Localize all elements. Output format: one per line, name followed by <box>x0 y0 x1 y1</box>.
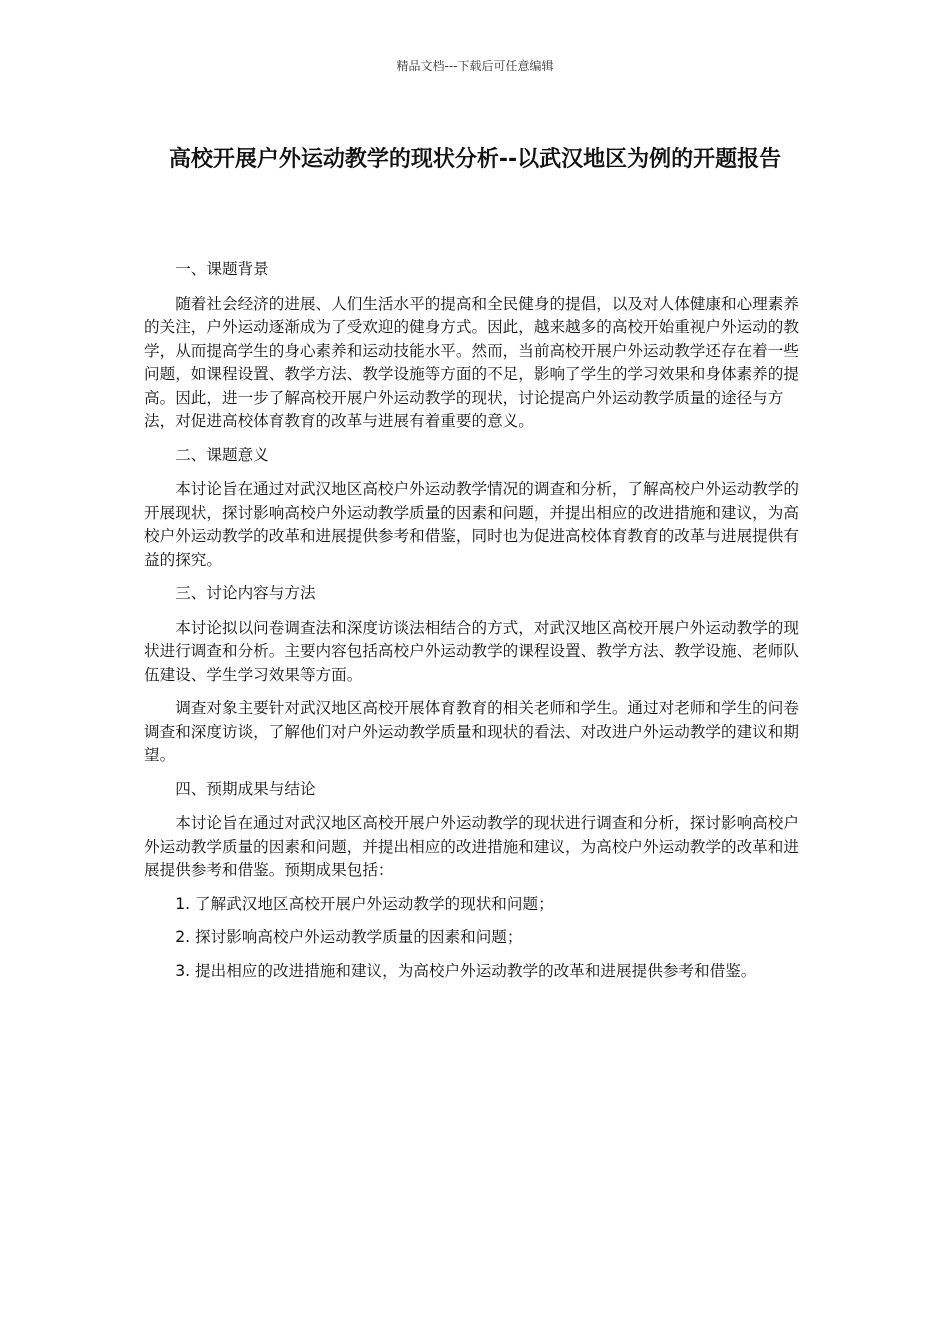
paragraph-background: 随着社会经济的进展、人们生活水平的提高和全民健身的提倡，以及对人体健康和心理素养的关注，户外运动逐渐成为了受欢迎的健身方式。因此，越来越多的高校开始重视户外运动的教学，从而提高学生的身心素养和运动技能水平。然而，当前高校开展户外运动教学还存在着一些问题，如课程设置、教学方法、教学设施等方面的不足，影响了学生的学习效果和身体素养的提高。因此，进一步了解高校开展户外运动教学的现状，讨论提高户外运动教学质量的途径与方法，对促进高校体育教育的改革与进展有着重要的意义。 <box>144 294 799 430</box>
document-title: 高校开展户外运动教学的现状分析--以武汉地区为例的开题报告 <box>168 147 782 172</box>
header-note: 精品文档---下载后可任意编辑 <box>396 59 554 73</box>
list-item-outcome-1: 1. 了解武汉地区高校开展户外运动教学的现状和问题； <box>175 894 554 913</box>
list-item-outcome-3: 3. 提出相应的改进措施和建议，为高校户外运动教学的改革和进展提供参考和借鉴。 <box>175 961 757 980</box>
paragraph-methods-2: 调查对象主要针对武汉地区高校开展体育教育的相关老师和学生。通过对老师和学生的问卷调查和深度访谈，了解他们对户外运动教学质量和现状的看法、对改进户外运动教学的建议和期望。 <box>144 699 799 764</box>
section-heading-significance: 二、课题意义 <box>175 445 269 464</box>
section-heading-methods: 三、讨论内容与方法 <box>175 584 316 602</box>
paragraph-outcomes: 本讨论旨在通过对武汉地区高校开展户外运动教学的现状进行调查和分析，探讨影响高校户外运动教学质量的因素和问题，并提出相应的改进措施和建议，为高校户外运动教学的改革和进展提供参考和借鉴。预期成果包括： <box>144 814 799 879</box>
paragraph-significance: 本讨论旨在通过对武汉地区高校户外运动教学情况的调查和分析，了解高校户外运动教学的开展现状，探讨影响高校户外运动教学质量的因素和问题，并提出相应的改进措施和建议，为高校户外运动教学的改革和进展提供参考和借鉴，同时也为促进高校体育教育的改革与进展提供有益的探究。 <box>144 480 799 569</box>
list-item-outcome-2: 2. 探讨影响高校户外运动教学质量的因素和问题； <box>175 928 523 946</box>
section-heading-outcomes: 四、预期成果与结论 <box>175 779 316 798</box>
paragraph-methods-1: 本讨论拟以问卷调查法和深度访谈法相结合的方式，对武汉地区高校开展户外运动教学的现状进行调查和分析。主要内容包括高校户外运动教学的课程设置、教学方法、教学设施、老师队伍建设、学生学习效果等方面。 <box>144 618 799 684</box>
document-body <box>144 258 806 993</box>
section-heading-background: 一、课题背景 <box>175 260 269 278</box>
